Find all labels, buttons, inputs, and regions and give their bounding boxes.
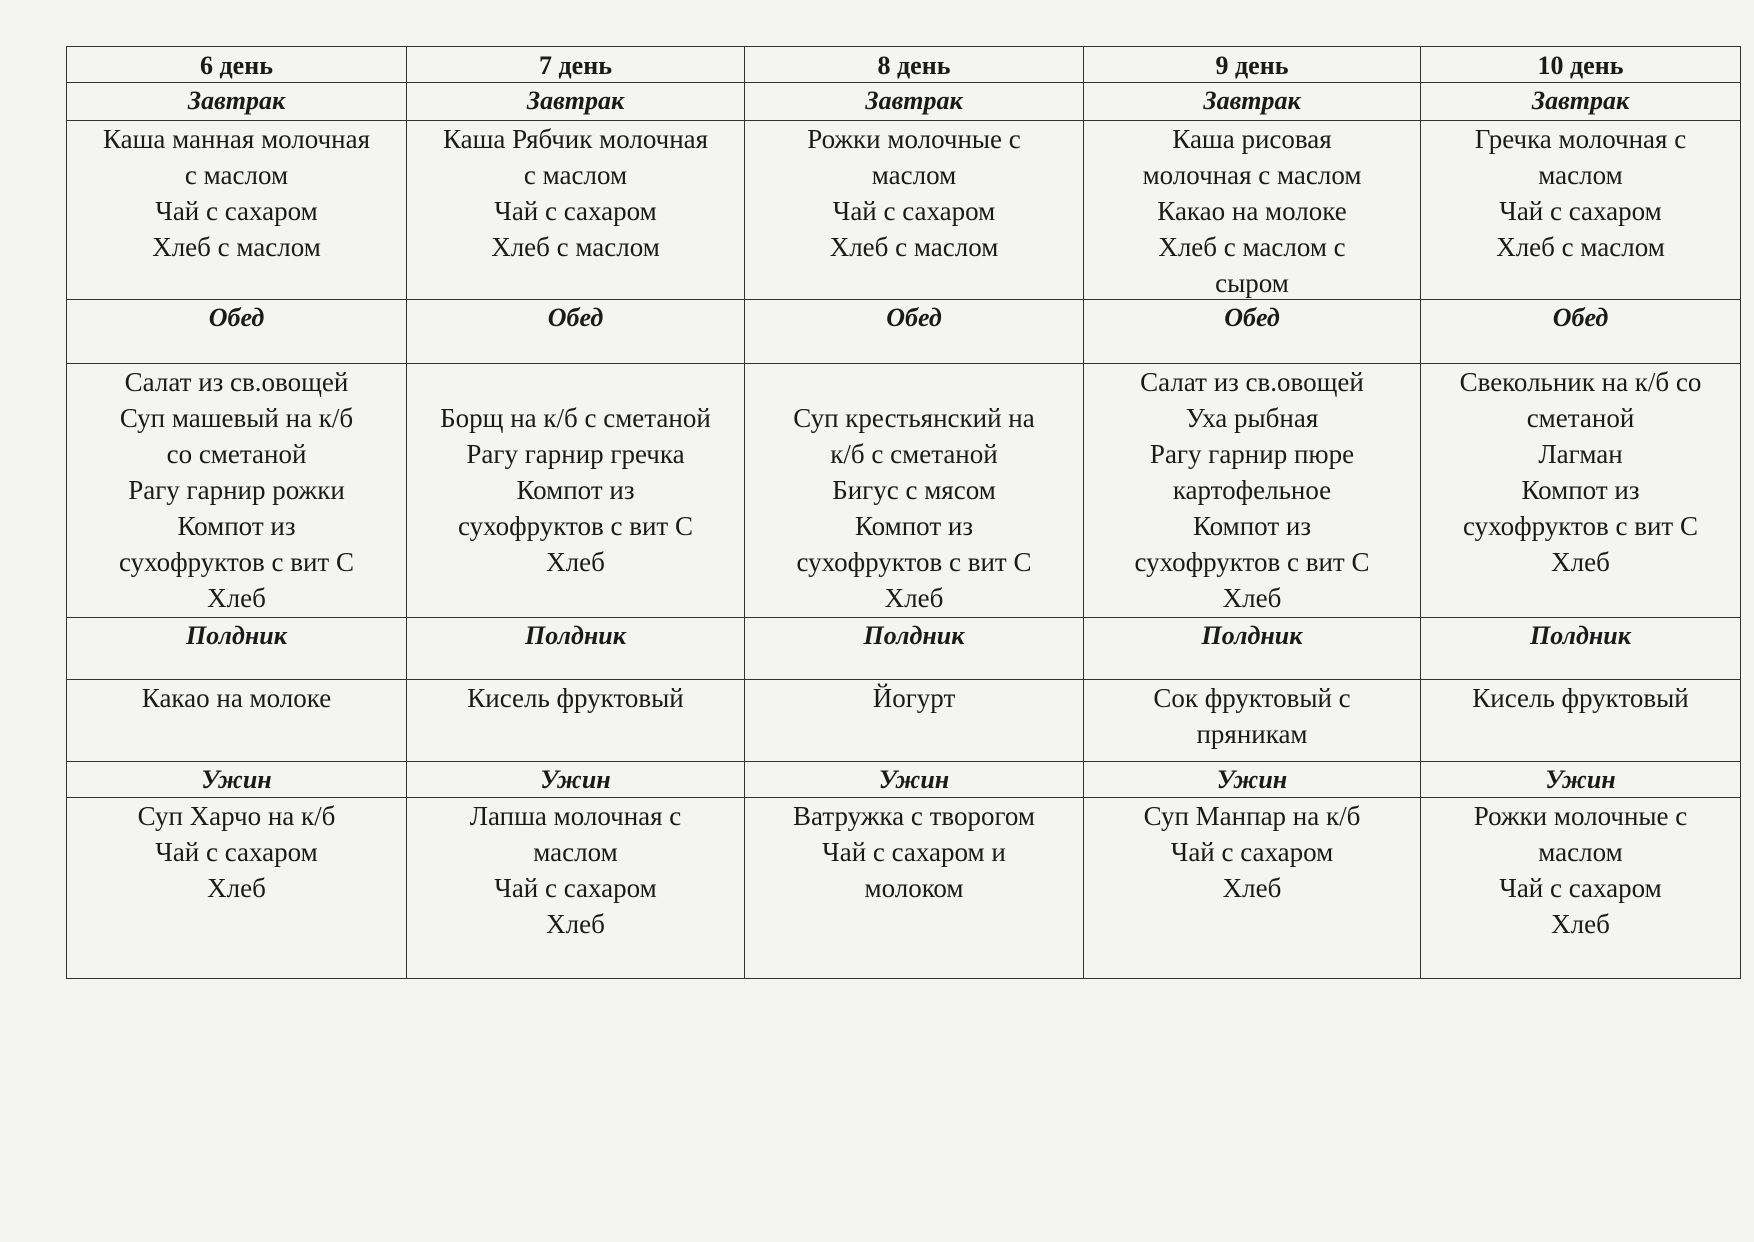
menu-item: Хлеб [1551, 909, 1610, 939]
meal-items-snack [1421, 680, 1741, 762]
menu-item: Хлеб [546, 909, 605, 939]
meal-items-dinner [407, 798, 745, 979]
menu-item: сухофруктов с вит С [119, 547, 354, 577]
menu-item: Хлеб с маслом с [1158, 232, 1346, 262]
meal-items-snack [407, 680, 745, 762]
meal-header-breakfast: Завтрак [67, 83, 407, 121]
menu-item: Рагу гарнир гречка [466, 439, 685, 469]
meal-header-snack: Полдник [407, 618, 745, 680]
menu-item: Бигус с мясом [832, 475, 996, 505]
menu-item: маслом [533, 837, 618, 867]
menu-item: Компот из [855, 511, 973, 541]
meal-header-lunch: Обед [745, 300, 1084, 364]
menu-table [66, 46, 1741, 979]
menu-item: Йогурт [872, 683, 956, 713]
day-header: 6 день [67, 47, 407, 83]
meal-items-dinner [67, 798, 407, 979]
meal-header-dinner: Ужин [1084, 762, 1421, 798]
menu-item: Кисель фруктовый [467, 683, 684, 713]
menu-item: Уха рыбная [1185, 403, 1319, 433]
menu-item: Чай с сахаром [1170, 837, 1334, 867]
menu-item: Хлеб [1222, 873, 1282, 903]
meal-header-breakfast: Завтрак [1421, 83, 1741, 121]
menu-item: пряникам [1196, 719, 1308, 749]
menu-item: Чай с сахаром [1499, 873, 1662, 903]
meal-header-lunch: Обед [67, 300, 407, 364]
menu-item: Хлеб [1222, 583, 1282, 613]
menu-item: к/б с сметаной [830, 439, 998, 469]
meal-header-snack: Полдник [1421, 618, 1741, 680]
meal-header-lunch: Обед [407, 300, 745, 364]
menu-item: Каша манная молочная [102, 124, 371, 154]
menu-item: Хлеб [207, 873, 266, 903]
meal-header-lunch: Обед [1421, 300, 1741, 364]
menu-item: с маслом [184, 160, 289, 190]
menu-item: маслом [1538, 837, 1623, 867]
menu-item: Хлеб [1551, 547, 1610, 577]
meal-header-dinner: Ужин [67, 762, 407, 798]
meal-header-dinner: Ужин [745, 762, 1084, 798]
menu-item: Чай с сахаром [155, 196, 318, 226]
menu-item: картофельное [1172, 475, 1332, 505]
menu-item: Суп Манпар на к/б [1143, 801, 1361, 831]
meal-header-lunch: Обед [1084, 300, 1421, 364]
menu-item: Чай с сахаром [1499, 196, 1662, 226]
menu-item: с маслом [523, 160, 628, 190]
menu-item: Чай с сахаром [494, 873, 657, 903]
menu-item: Хлеб [546, 547, 605, 577]
meal-header-snack: Полдник [67, 618, 407, 680]
menu-item: Каша Рябчик молочная [442, 124, 709, 154]
meal-items-snack [67, 680, 407, 762]
meal-items-snack [1084, 680, 1421, 762]
menu-item: Лагман [1538, 439, 1623, 469]
menu-item: Лапша молочная с [469, 801, 682, 831]
menu-item: со сметаной [166, 439, 307, 469]
menu-item: молоком [864, 873, 964, 903]
menu-item: Суп Харчо на к/б [137, 801, 336, 831]
menu-item: Кисель фруктовый [1472, 683, 1689, 713]
day-header: 9 день [1084, 47, 1421, 83]
meal-header-snack: Полдник [1084, 618, 1421, 680]
menu-item: Рагу гарнир рожки [128, 475, 345, 505]
day-header: 7 день [407, 47, 745, 83]
menu-item: маслом [1538, 160, 1623, 190]
menu-item: Суп крестьянский на [793, 403, 1035, 433]
menu-item: маслом [871, 160, 957, 190]
menu-item: Хлеб с маслом [829, 232, 999, 262]
menu-item: Чай с сахаром [494, 196, 657, 226]
meal-header-breakfast: Завтрак [1084, 83, 1421, 121]
menu-item: Гречка молочная с [1474, 124, 1687, 154]
menu-item: Чай с сахаром [832, 196, 996, 226]
menu-item: Хлеб с маслом [152, 232, 321, 262]
menu-item: сухофруктов с вит С [458, 511, 693, 541]
menu-item: Какао на молоке [141, 683, 332, 713]
menu-item: Рожки молочные с [1473, 801, 1688, 831]
meal-items-breakfast [745, 121, 1084, 300]
menu-item: Каша рисовая [1172, 124, 1332, 154]
menu-item: Какао на молоке [1157, 196, 1347, 226]
menu-item: Хлеб [884, 583, 944, 613]
menu-item: сухофруктов с вит С [1134, 547, 1370, 577]
meal-header-dinner: Ужин [407, 762, 745, 798]
menu-item: Борщ на к/б с сметаной [440, 403, 711, 433]
day-header: 10 день [1421, 47, 1741, 83]
meal-items-breakfast [407, 121, 745, 300]
menu-item: Салат из св.овощей [1140, 367, 1364, 397]
menu-item: Компот из [516, 475, 635, 505]
menu-item: сыром [1215, 268, 1289, 298]
menu-item: Ватружка с творогом [793, 801, 1035, 831]
meal-items-lunch [1421, 364, 1741, 618]
menu-item: Суп машевый на к/б [119, 403, 354, 433]
meal-items-breakfast [1421, 121, 1741, 300]
menu-item: Чай с сахаром и [822, 837, 1006, 867]
menu-item: сухофруктов с вит С [796, 547, 1032, 577]
meal-items-breakfast [67, 121, 407, 300]
menu-item: Компот из [177, 511, 296, 541]
menu-item: молочная с маслом [1142, 160, 1362, 190]
meal-items-lunch [1084, 364, 1421, 618]
menu-item: Хлеб [207, 583, 266, 613]
menu-item: сухофруктов с вит С [1463, 511, 1698, 541]
menu-item: Свекольник на к/б со [1459, 367, 1702, 397]
meal-header-snack: Полдник [745, 618, 1084, 680]
menu-item: Сок фруктовый с [1153, 683, 1351, 713]
day-header: 8 день [745, 47, 1084, 83]
menu-item: Рагу гарнир пюре [1149, 439, 1355, 469]
menu-item: Компот из [1521, 475, 1640, 505]
meal-items-snack [745, 680, 1084, 762]
meal-items-dinner [745, 798, 1084, 979]
meal-items-lunch [407, 364, 745, 618]
menu-item: сметаной [1526, 403, 1635, 433]
menu-item: Компот из [1193, 511, 1311, 541]
menu-item: Хлеб с маслом [491, 232, 660, 262]
menu-item: Хлеб с маслом [1496, 232, 1665, 262]
menu-item: Рожки молочные с [807, 124, 1021, 154]
menu-item: Чай с сахаром [155, 837, 318, 867]
meal-header-dinner: Ужин [1421, 762, 1741, 798]
meal-items-dinner [1421, 798, 1741, 979]
meal-items-breakfast [1084, 121, 1421, 300]
meal-items-dinner [1084, 798, 1421, 979]
meal-header-breakfast: Завтрак [407, 83, 745, 121]
meal-items-lunch [67, 364, 407, 618]
meal-items-lunch [745, 364, 1084, 618]
menu-item: Салат из св.овощей [124, 367, 349, 397]
meal-header-breakfast: Завтрак [745, 83, 1084, 121]
